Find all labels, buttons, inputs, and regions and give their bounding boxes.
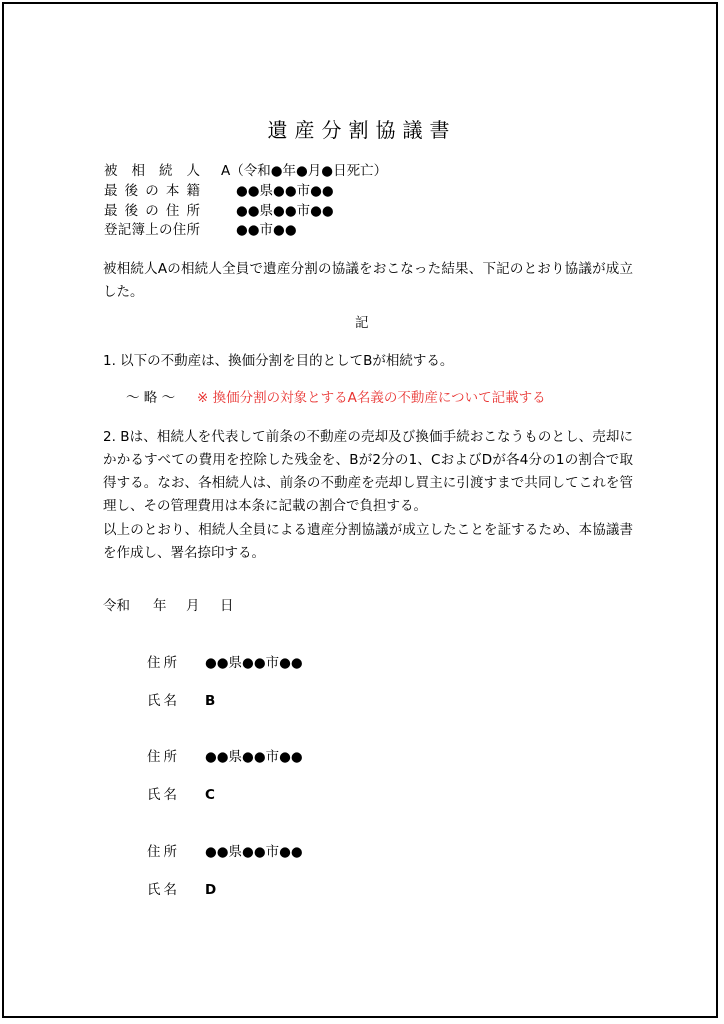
signatory-b-name-label: 氏名 xyxy=(147,693,180,709)
date-day: 日 xyxy=(220,598,234,614)
info-label-decedent: 被相続人 xyxy=(104,163,200,179)
signatory-b-name: B xyxy=(205,693,216,709)
info-value-domicile: ●●県●●市●● xyxy=(236,183,334,199)
ki-heading: 記 xyxy=(355,315,369,331)
signatory-d-name-label: 氏名 xyxy=(147,882,180,898)
info-label-domicile: 最後の本籍 xyxy=(104,183,200,199)
omitted-marker: ～ 略 ～ xyxy=(126,390,176,406)
signatory-b-address-label: 住所 xyxy=(147,655,180,671)
closing-paragraph: 以上のとおり、相続人全員による遺産分割協議が成立したことを証するため、本協議書を作成し、署名捺印する。 xyxy=(103,522,633,561)
date-era: 令和 xyxy=(103,598,130,614)
clause-2: 2. Bは、相続人を代表して前条の不動産の売却及び換価手続おこなうものとし、売却にかかるすべての費用を控除した残金を、Bが2分の1、CおよびDが各4分の1の割合で取得する。なお、各相続人は、前条の不動産を売却し買主に引渡すまで共同してこれを管理し、その管理費用は本条に記載の割合で負担する。 xyxy=(103,429,633,514)
intro-paragraph: 被相続人Aの相続人全員で遺産分割の協議をおこなった結果、下記のとおり協議が成立した。 xyxy=(103,261,633,300)
info-value-last-address: ●●県●●市●● xyxy=(236,203,334,219)
info-value-registry-address: ●●市●● xyxy=(236,222,297,238)
info-label-last-address: 最後の住所 xyxy=(104,203,200,219)
signatory-c-address-label: 住所 xyxy=(147,749,180,765)
clause-1: 1. 以下の不動産は、換価分割を目的としてBが相続する。 xyxy=(103,353,454,369)
omitted-note: ※ 換価分割の対象とするA名義の不動産について記載する xyxy=(197,390,546,406)
signatory-d-name: D xyxy=(205,882,217,898)
signatory-d-address: ●●県●●市●● xyxy=(205,844,303,860)
signatory-c-address: ●●県●●市●● xyxy=(205,749,303,765)
signatory-c-name: C xyxy=(205,787,215,803)
info-label-registry-address: 登記簿上の住所 xyxy=(104,222,200,238)
signatory-d-address-label: 住所 xyxy=(147,844,180,860)
date-month: 月 xyxy=(186,598,200,614)
info-value-decedent: A（令和●年●月●日死亡） xyxy=(221,163,388,179)
signatory-b-address: ●●県●●市●● xyxy=(205,655,303,671)
date-year: 年 xyxy=(153,598,167,614)
document-title: 遺産分割協議書 xyxy=(267,118,457,142)
signatory-c-name-label: 氏名 xyxy=(147,787,180,803)
